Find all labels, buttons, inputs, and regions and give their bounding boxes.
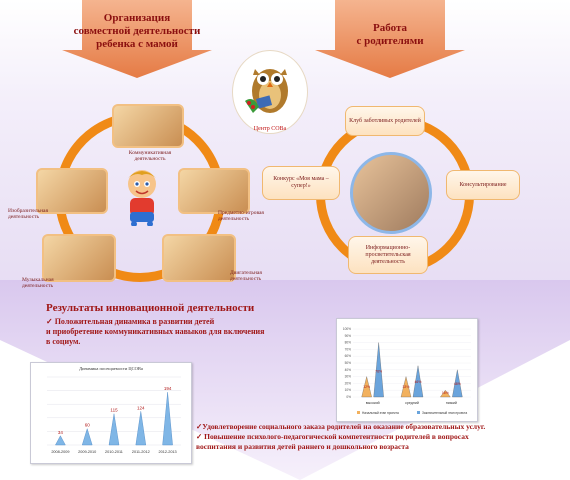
competence-tick-label: низкий [445,401,457,405]
attendance-tick-label: 2010-2011 [105,450,123,454]
header-left-text: Организация совместной деятельности ребенка с мамой [73,12,201,50]
competence-tick-label: средний [405,401,419,405]
label-motor: Двигательная деятельность [230,270,262,282]
bottom-bullets: ✓Удовлетворение социального заказа родителей на оказание образовательных услуг. ✓ Повышение психолого-педагогической компетентности родителей в вопросах воспитания и развития детей раннего и дошкольного возраста [196,422,486,451]
attendance-chart [31,363,191,463]
check-icon: ✓ [196,422,203,431]
attendance-tick-label: 2008-2009 [51,450,70,454]
box-consulting: Консультирование [446,170,520,200]
label-communicative: Коммуникативная деятельность [128,150,172,162]
y-tick-label: 60% [344,354,351,359]
attendance-value-label: 194 [163,386,172,392]
competence-tick-label: высокий [365,401,380,405]
competence-value-label: 46% [414,379,422,384]
photo-parents [350,152,432,234]
competence-value-label: 16% [441,390,449,395]
competence-chart [337,319,477,421]
competence-chart-panel [336,318,478,422]
box-caring-parents-club: Клуб заботливых родителей [345,106,425,136]
y-tick-label: 10% [344,388,351,393]
attendance-bar [82,429,92,445]
attendance-value-label: 60 [84,422,90,428]
label-object-play: Предметно-игровая деятельность [218,210,264,222]
results-bullet: ✓ Положительная динамика в развитии детей и приобретение коммуникативных навыков для включения в социум. [46,317,265,346]
y-tick-label: 40% [344,367,351,372]
y-tick-label: 0% [346,395,351,399]
attendance-value-label: 115 [110,407,118,413]
legend-label: Начальный этап проекта [362,411,399,415]
check-icon: ✓ [196,432,205,441]
attendance-tick-label: 2009-2010 [78,450,97,454]
competence-value-label: 76% [375,369,383,374]
photo-music [42,234,116,282]
y-tick-label: 90% [344,333,351,338]
attendance-chart-panel [30,362,192,464]
attendance-bar [55,436,65,445]
y-tick-label: 30% [344,374,351,379]
attendance-value-label: 34 [57,429,63,435]
box-info-education: Информационно-просветительская деятельность [348,236,428,274]
header-right-text: Работа с родителями [356,22,424,47]
attendance-tick-label: 2012-2013 [158,450,177,454]
attendance-chart-title: Динамика посещаемости ЦСОВа [79,366,143,371]
y-tick-label: 100% [342,327,351,331]
legend-swatch [417,411,420,414]
label-music: Музыкальная деятельность [22,277,54,289]
attendance-value-label: 124 [137,405,145,411]
center-logo [232,50,308,134]
competence-value-label: 33% [402,384,410,389]
legend-swatch [357,411,360,414]
competence-value-label: 48% [453,381,461,386]
owl-icon [233,51,307,121]
center-logo-caption: Центр СОВа [253,126,287,132]
y-tick-label: 50% [344,361,351,365]
attendance-bar [163,392,173,445]
attendance-tick-label: 2011-2012 [131,450,150,454]
photo-motor [162,234,236,282]
child-mascot-icon [118,166,166,226]
results-title: Результаты инновационной деятельности [46,302,255,314]
check-icon: ✓ [46,317,55,326]
competence-value-label: 12% [363,384,371,389]
box-contest: Конкурс «Моя мама – супер!» [262,166,340,200]
attendance-bar [136,411,146,445]
photo-object-play [178,168,250,214]
attendance-bar [109,414,119,445]
y-tick-label: 80% [344,340,351,345]
label-visual-art: Изобразительная деятельность [8,208,48,220]
legend-label: Заключительный этап проекта [422,411,468,415]
y-tick-label: 20% [344,381,351,386]
y-tick-label: 70% [344,347,351,352]
photo-communicative [112,104,184,148]
